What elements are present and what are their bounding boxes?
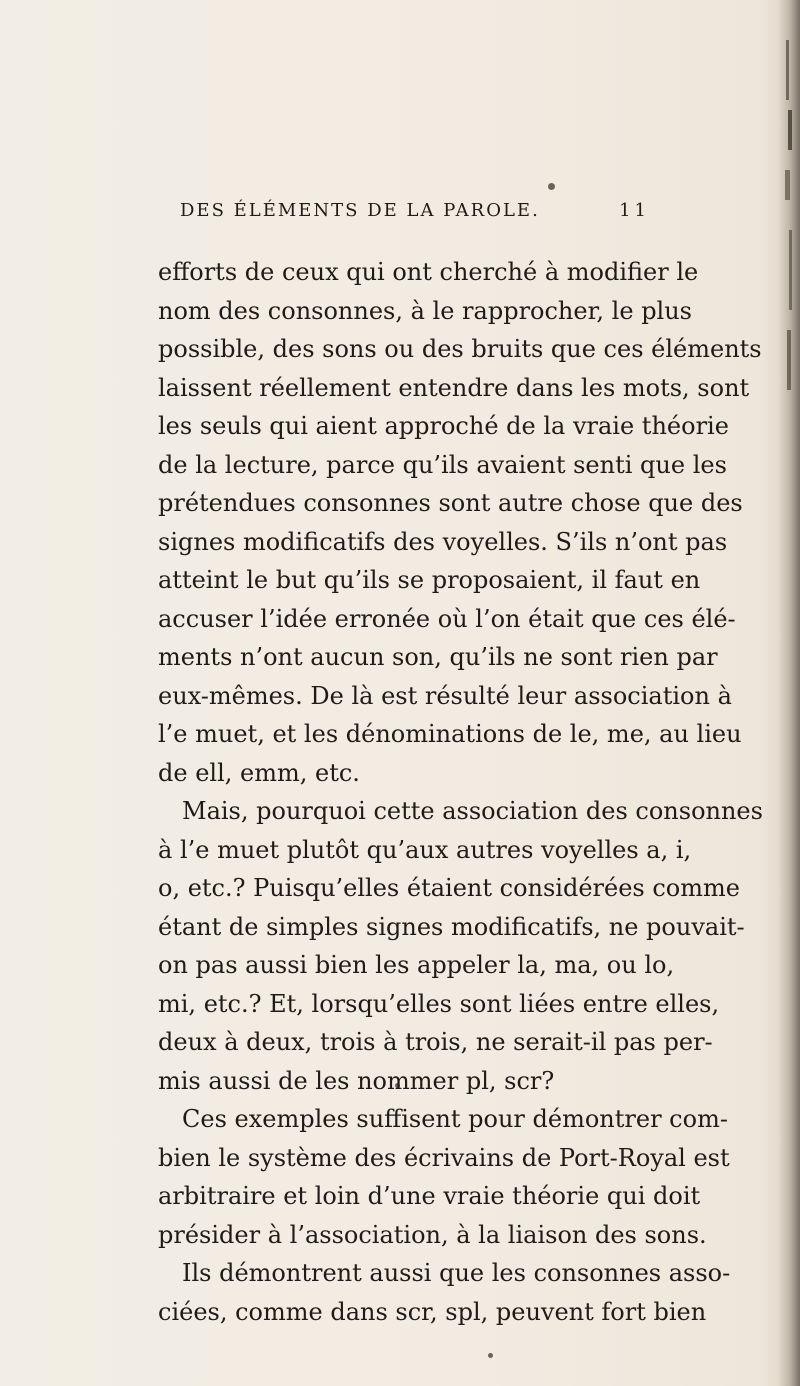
text-line: l’e muet, et les dénominations de le, me, au lieu: [158, 720, 742, 748]
text-line: ments n’ont aucun son, qu’ils ne sont rien par: [158, 643, 718, 671]
edge-stains: [782, 40, 796, 420]
text-line: signes modificatifs des voyelles. S’ils n’ont pas: [158, 527, 728, 556]
text-line: on pas aussi bien les appeler la, ma, ou lo,: [158, 951, 675, 979]
running-head-title: DES ÉLÉMENTS DE LA PAROLE.: [180, 200, 540, 221]
text-line: de ell, emm, etc.: [158, 758, 360, 787]
text-line: étant de simples signes modificatifs, ne pouvait-: [158, 912, 745, 941]
text-line: nom des consonnes, à le rapprocher, le plus: [158, 296, 692, 325]
text-line: mis aussi de les nommer pl, scr?: [158, 1066, 555, 1095]
text-line: à l’e muet plutôt qu’aux autres voyelles a, i,: [158, 835, 692, 864]
text-line: Ces exemples suffisent pour démontrer com-: [182, 1105, 728, 1133]
ink-speck: [488, 1353, 493, 1358]
text-line: efforts de ceux qui ont cherché à modifier le: [158, 258, 699, 286]
text-line: possible, des sons ou des bruits que ces éléments: [158, 335, 762, 363]
text-line: mi, etc.? Et, lorsqu’elles sont liées entre elles,: [158, 989, 720, 1018]
text-line: Ils démontrent aussi que les consonnes asso-: [182, 1259, 731, 1287]
text-line: présider à l’association, à la liaison des sons.: [158, 1220, 707, 1249]
text-line: accuser l’idée erronée où l’on était que ces élé-: [158, 604, 736, 633]
text-line: Mais, pourquoi cette association des consonnes: [182, 797, 763, 825]
text-line: les seuls qui aient approché de la vraie théorie: [158, 412, 729, 440]
running-head: [180, 200, 650, 221]
text-line: o, etc.? Puisqu’elles étaient considérées comme: [158, 874, 740, 902]
text-line: atteint le but qu’ils se proposaient, il faut en: [158, 566, 701, 594]
text-line: eux-mêmes. De là est résulté leur association à: [158, 681, 732, 710]
body-text: [158, 253, 763, 1331]
text-line: prétendues consonnes sont autre chose que des: [158, 489, 743, 517]
text-line: laissent réellement entendre dans les mots, sont: [158, 373, 750, 402]
text-line: arbitraire et loin d’une vraie théorie qui doit: [158, 1182, 701, 1210]
text-line: de la lecture, parce qu’ils avaient senti que les: [158, 450, 727, 479]
text-line: bien le système des écrivains de Port-Royal est: [158, 1143, 730, 1172]
ink-speck: [548, 183, 555, 190]
text-line: ciées, comme dans scr, spl, peuvent fort bien: [158, 1297, 707, 1326]
text-line: deux à deux, trois à trois, ne serait-il pas per-: [158, 1028, 713, 1056]
page-number: 11: [619, 200, 650, 221]
